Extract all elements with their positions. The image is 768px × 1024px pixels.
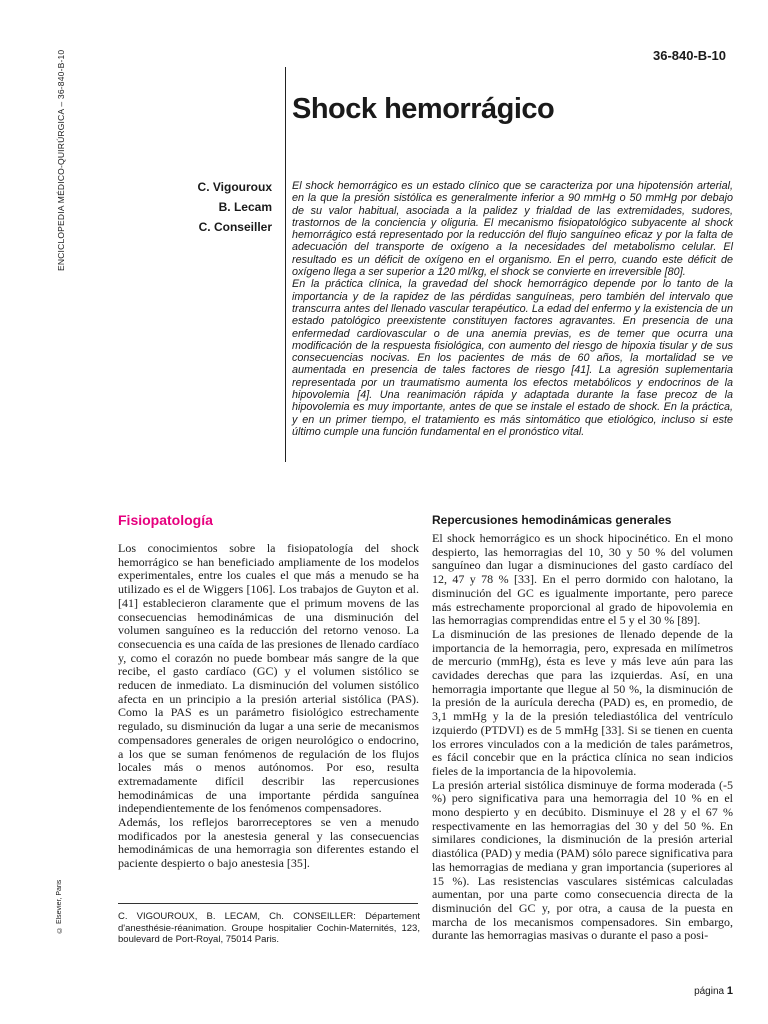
footnote-rule	[118, 903, 418, 904]
page-number	[694, 985, 733, 997]
body-paragraph: Los conocimientos sobre la fisiopatología del shock hemorrágico se han beneficiado ampliamente de los modelos experimentales, entre los cuales el que más a menudo se ha utilizado es el de Wiggers [106]. Los trabajos de Guyton et al. [41] establecieron claramente que el primum movens de las consecuencias hemodinámicas de una disminución del volumen sanguíneo es la reducción del retorno venoso. La consecuencia es una caída de las presiones de llenado cardíaco y, como el corazón no puede bombear más sangre de la que recibe, el gasto cardíaco (GC) y el volumen sistólico se reducen de inmediato. La disminución del volumen sistólico afecta en un principio a la presión arterial sistólica (PAS). Como la PAS es un parámetro fisiológico estrechamente regulado, su disminución da lugar a una serie de mecanismos compensadores generales de origen neurológico o endocrino, a los que se suman fenómenos de regulación de los flujos locales más o menos autónomos. Por eso, resulta extremadamente difícil describir las repercusiones hemodinámicas de una importante pérdida sanguínea independientemente de los fenómenos compensadores.	[118, 541, 419, 816]
author: C. Conseiller	[198, 220, 272, 234]
section-heading-fisiopatologia: Fisiopatología	[118, 512, 213, 528]
subsection-heading: Repercusiones hemodinámicas generales	[432, 513, 672, 527]
side-label: ENCICLOPEDIA MÉDICO-QUIRÚRGICA – 36-840-B-10	[56, 50, 66, 272]
left-column	[118, 542, 419, 871]
abstract-paragraph: El shock hemorrágico es un estado clínico que se caracteriza por una hipotensión arterial, en la que la presión sistólica es generalmente inferior a 90 mmHg o 50 mmHg por debajo de su valor habitual, asociada a la palidez y frialdad de las extremidades, sudores, trastornos de la conciencia y oliguria. El mecanismo fisiopatológico subyacente al shock hemorrágico está representado por la reducción del flujo sanguíneo eficaz y por la falta de adecuación del transporte de oxígeno a la necesidades del metabolismo celular. El resultado es un déficit de oxígeno en el organismo. En el perro, cuando este déficit de oxígeno llega a ser superior a 120 ml/kg, el shock se convierte en irreversible [80].	[292, 180, 733, 279]
page-label: página	[694, 986, 725, 997]
abstract-paragraph: En la práctica clínica, la gravedad del shock hemorrágico depende por lo tanto de la importancia y de la rapidez de las pérdidas sanguíneas, pero también del intervalo que transcurra antes del llenado vascular terapéutico. La edad del enfermo y la existencia de un estado patológico preexistente constituyen factores agravantes. En presencia de una enfermedad cardiovascular o de una anemia previas, es de temer que ocurra una modificación de la respuesta fisiológica, con aumento del riesgo de hipoxia tisular y de sus consecuencias nocivas. En los pacientes de más de 60 años, la mortalidad se ve aumentada en presencia de tales factores de riesgo [41]. La agresión suplementaria representada por un traumatismo aumenta los efectos metabólicos y endocrinos de la hipovolemia [4]. Una reanimación rápida y adaptada durante la fase precoz de la hipovolemia es muy importante, antes de que se instale el estado de shock. En la práctica, y en un primer tiempo, el tratamiento es más sintomático que etiológico, incluso si este último cumple una función fundamental en el pronóstico vital.	[292, 278, 733, 438]
author-list	[160, 177, 272, 237]
body-paragraph: Además, los reflejos barorreceptores se ven a menudo modificados por la anestesia general y las consecuencias hemodinámicas de una hemorragia son diferentes estando el paciente despierto o bajo anestesia [35].	[118, 815, 419, 871]
copyright: © Elsevier, Paris	[56, 880, 63, 934]
body-paragraph: La disminución de las presiones de llenado depende de la importancia de la hemorragia, pero, expresada en milímetros de mercurio (mmHg), ésta es leve y más leve aún para las cavidades derechas que para las izquierdas. Así, en una hemorragia importante que llegue al 50 %, la disminución de la presión de la aurícula derecha (PAD) es, en promedio, de 3,1 mmHg y la de la presión telediastólica del ventrículo izquierdo (PTDVI) es de 5 mmHg [33]. Si se tienen en cuenta los errores vinculados con a la medición de tales parámetros, es fácil concebir que en la práctica clínica no sean indicios fieles de la importancia de la hipovolemia.	[432, 626, 733, 778]
body-paragraph: La presión arterial sistólica disminuye de forma moderada (-5 %) pero significativa para una hemorragia del 10 % en el mono despierto y en decúbito. Disminuye el 28 y el 67 % respectivamente en las hemorragias del 30 y del 50 %. En similares condiciones, la disminución de la presión arterial diastólica (PAD) y media (PAM) sólo parece significativa para las hemorragias de mediana y gran importancia (superiores al 15 %). Las resistencias vasculares sistémicas calculadas aumentan, por una parte como consecuencia directa de la disminución del GC y, por otra, a causa de la puesta en marcha de los mecanismos compensadores. Sin embargo, durante las hemorragias masivas o durante el paso a posi-	[432, 777, 733, 943]
article-title: Shock hemorrágico	[292, 93, 555, 125]
author: C. Vigouroux	[197, 180, 272, 194]
abstract	[292, 180, 733, 438]
document-code: 36-840-B-10	[653, 48, 726, 63]
author: B. Lecam	[218, 200, 272, 214]
body-paragraph: El shock hemorrágico es un shock hipocinético. En el mono despierto, las hemorragias del 10, 30 y 50 % del volumen sanguíneo dan lugar a disminuciones del gasto cardíaco del 12, 47 y 78 % [33]. En el perro dormido con halotano, la disminución del GC es igualmente importante, pero parece más estrechamente proporcional al grado de hipovolemia en las hemorragias comprendidas entre el 5 y el 30 % [89].	[432, 531, 733, 628]
right-column	[432, 532, 733, 943]
page-number-value: 1	[726, 985, 733, 997]
footnote: C. VIGOUROUX, B. LECAM, Ch. CONSEILLER: Département d'anesthésie-réanimation. Groupe hospitalier Cochin-Maternités, 123, boulevard de Port-Royal, 75014 Paris.	[118, 911, 420, 946]
title-rule	[285, 67, 286, 462]
